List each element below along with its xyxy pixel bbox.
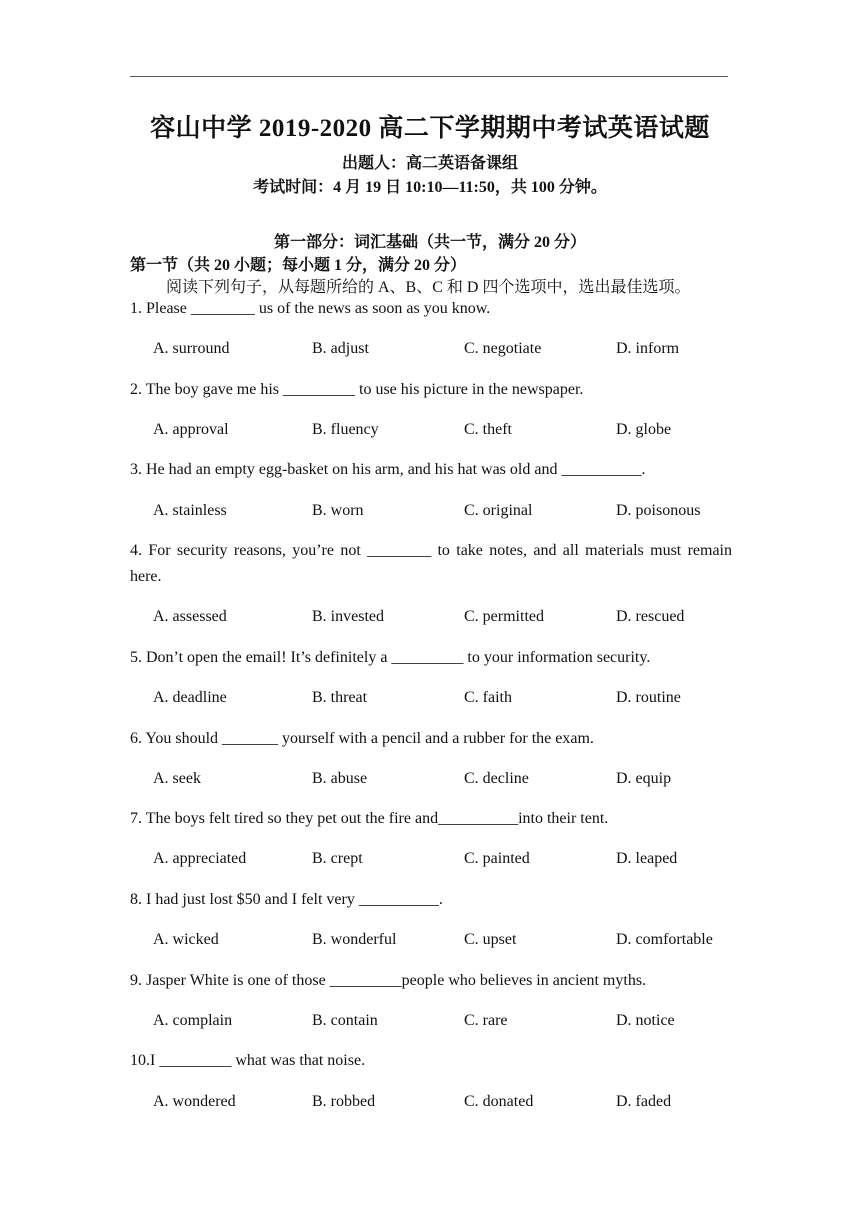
question-5-stem: 5. Don’t open the email! It’s definitely a _________ to your information security. [130, 649, 651, 666]
question-2-option-a: A. approval [153, 421, 229, 438]
question-9-stem: 9. Jasper White is one of those _________people who believes in ancient myths. [130, 972, 647, 989]
question-4-option-a: A. assessed [153, 608, 227, 625]
header-rule [130, 76, 728, 77]
question-8-option-b: B. wonderful [312, 931, 397, 948]
question-3-option-b: B. worn [312, 502, 364, 519]
question-1-option-c: C. negotiate [464, 340, 542, 357]
question-4-option-b: B. invested [312, 608, 384, 625]
question-5-option-b: B. threat [312, 689, 368, 706]
question-10-option-b: B. robbed [312, 1093, 376, 1110]
question-6-option-d: D. equip [616, 770, 672, 787]
question-5-option-c: C. faith [464, 689, 512, 706]
exam-time: 考试时间：4 月 19 日 10:10—11:50，共 100 分钟。 [253, 179, 607, 196]
question-5-option-d: D. routine [616, 689, 681, 706]
question-4-stem: 4. For security reasons, you’re not ________ to take notes, and all materials must remain here. [130, 542, 732, 585]
question-7-option-d: D. leaped [616, 850, 678, 867]
question-3-stem: 3. He had an empty egg-basket on his arm, and his hat was old and __________. [130, 461, 646, 478]
question-8-stem: 8. I had just lost $50 and I felt very __________. [130, 891, 443, 908]
exam-title: 容山中学 2019-2020 高二下学期期中考试英语试题 [150, 115, 710, 142]
question-7-stem: 7. The boys felt tired so they pet out the fire and__________into their tent. [130, 810, 609, 827]
question-8-option-a: A. wicked [153, 931, 219, 948]
exam-setter: 出题人：高二英语备课组 [341, 155, 518, 172]
question-1-option-a: A. surround [153, 340, 230, 357]
question-3-option-c: C. original [464, 502, 533, 519]
question-6-stem: 6. You should _______ yourself with a pencil and a rubber for the exam. [130, 730, 594, 747]
question-6-option-c: C. decline [464, 770, 529, 787]
question-9-option-d: D. notice [616, 1012, 675, 1029]
question-2-option-b: B. fluency [312, 421, 379, 438]
question-8-option-c: C. upset [464, 931, 517, 948]
section-instruction: 阅读下列句子，从每题所给的 A、B、C 和 D 四个选项中，选出最佳选项。 [166, 279, 691, 296]
question-7-option-a: A. appreciated [153, 850, 247, 867]
question-10-stem: 10.I _________ what was that noise. [130, 1052, 366, 1069]
question-1-option-d: D. inform [616, 340, 680, 357]
section-title: 第一节（共 20 小题；每小题 1 分，满分 20 分） [130, 257, 467, 274]
question-9-option-b: B. contain [312, 1012, 378, 1029]
question-3-option-d: D. poisonous [616, 502, 701, 519]
question-2-stem: 2. The boy gave me his _________ to use his picture in the newspaper. [130, 381, 584, 398]
question-6-option-b: B. abuse [312, 770, 368, 787]
question-1-option-b: B. adjust [312, 340, 369, 357]
question-5-option-a: A. deadline [153, 689, 227, 706]
question-9-option-a: A. complain [153, 1012, 233, 1029]
question-10-option-d: D. faded [616, 1093, 672, 1110]
question-7-option-c: C. painted [464, 850, 530, 867]
question-2-option-d: D. globe [616, 421, 672, 438]
question-1-stem: 1. Please ________ us of the news as soon as you know. [130, 300, 491, 317]
question-8-option-d: D. comfortable [616, 931, 713, 948]
question-2-option-c: C. theft [464, 421, 512, 438]
part-title: 第一部分：词汇基础（共一节，满分 20 分） [273, 234, 586, 251]
question-10-option-c: C. donated [464, 1093, 534, 1110]
question-9-option-c: C. rare [464, 1012, 508, 1029]
question-10-option-a: A. wondered [153, 1093, 236, 1110]
question-6-option-a: A. seek [153, 770, 201, 787]
question-3-option-a: A. stainless [153, 502, 227, 519]
question-4-option-d: D. rescued [616, 608, 685, 625]
question-4-option-c: C. permitted [464, 608, 544, 625]
question-7-option-b: B. crept [312, 850, 363, 867]
